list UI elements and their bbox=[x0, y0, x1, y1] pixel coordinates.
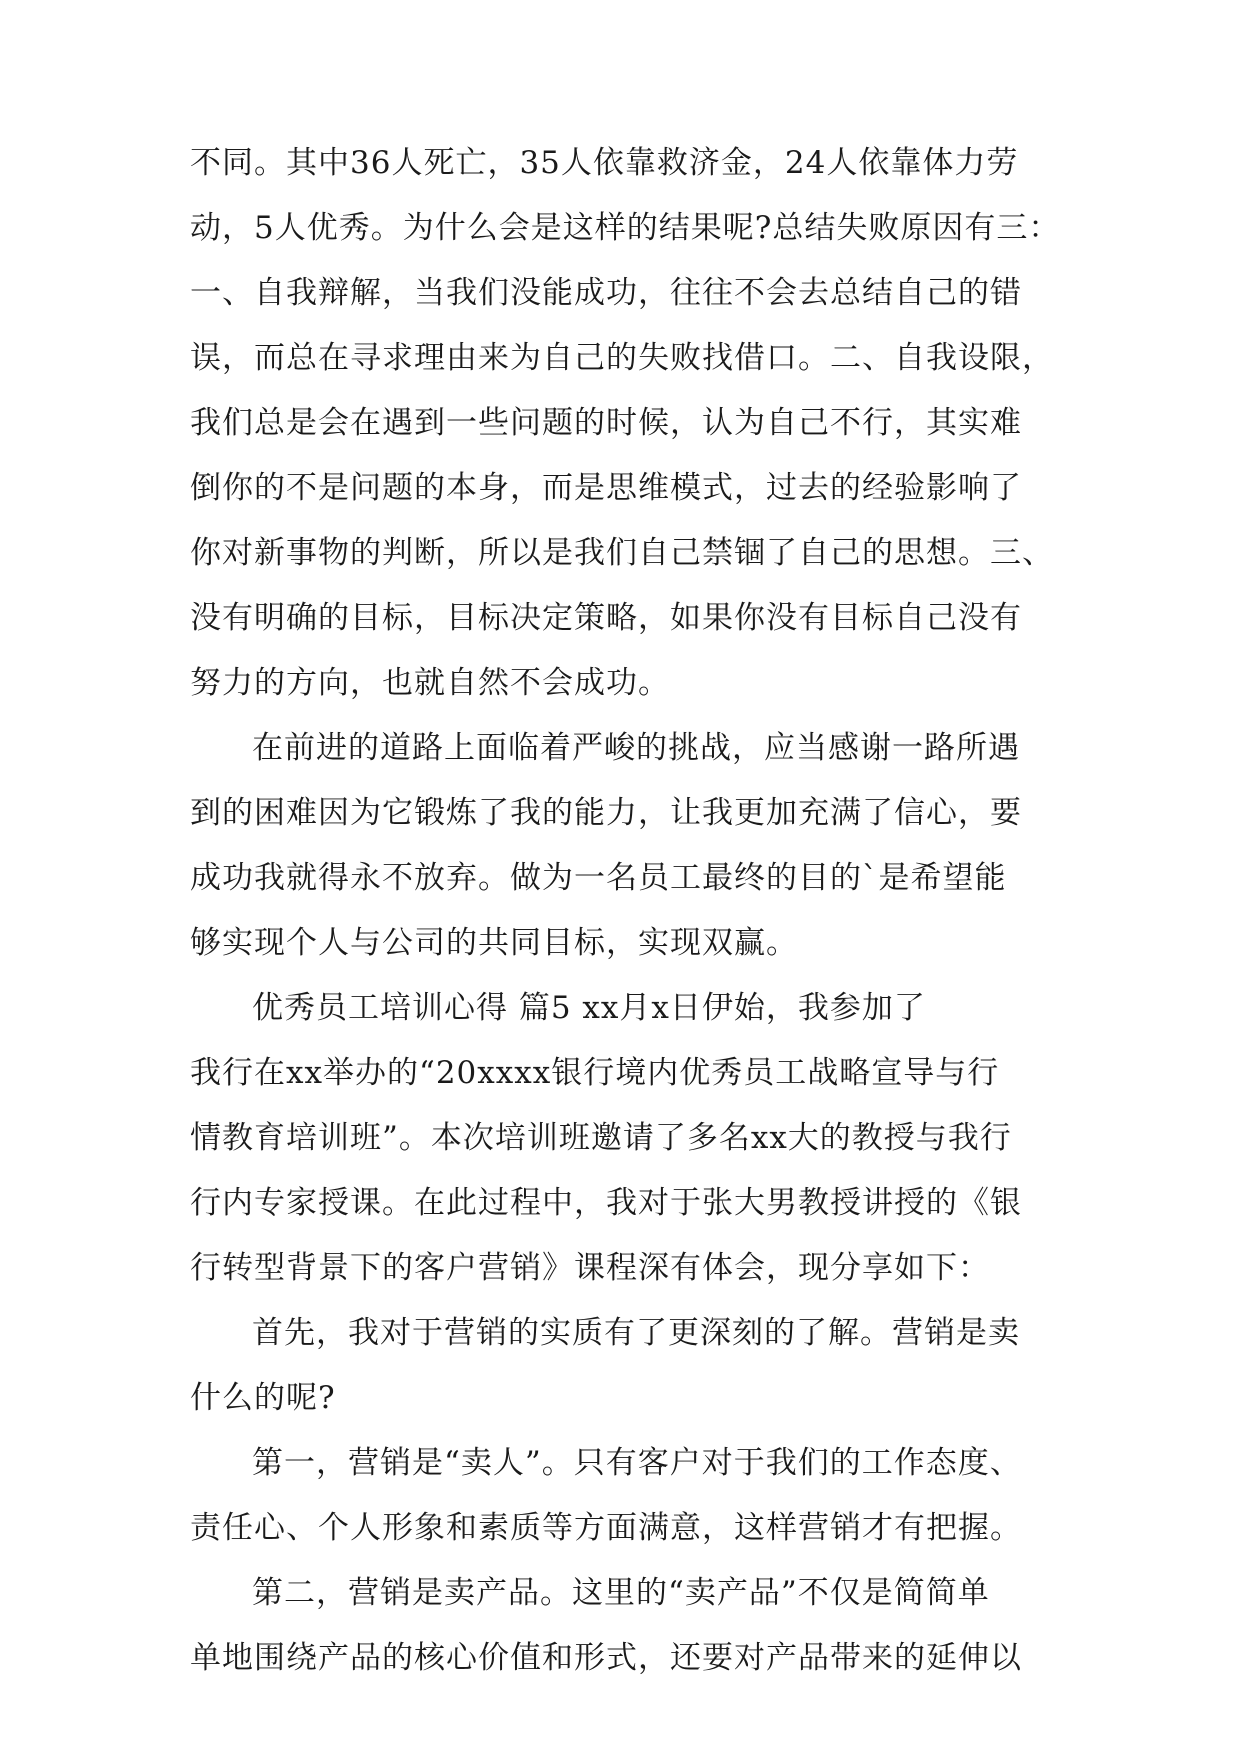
paragraph-first-line: 首先，我对于营销的实质有了更深刻的了解。营销是卖 bbox=[252, 1315, 1020, 1351]
paragraph-first-line: 第二，营销是卖产品。这里的“卖产品”不仅是简简单 bbox=[252, 1575, 990, 1611]
text-line: 什么的呢? bbox=[190, 1380, 336, 1416]
text-line: 一、自我辩解，当我们没能成功，往往不会去总结自己的错 bbox=[190, 275, 1022, 311]
text-line: 成功我就得永不放弃。做为一名员工最终的目的`是希望能 bbox=[190, 860, 1007, 896]
text-line: 不同。其中36人死亡，35人依靠救济金，24人依靠体力劳 bbox=[190, 145, 1019, 181]
text-line: 你对新事物的判断，所以是我们自己禁锢了自己的思想。三、 bbox=[190, 535, 1054, 571]
text-line: 我行在xx举办的“20xxxx银行境内优秀员工战略宣导与行 bbox=[190, 1055, 1000, 1091]
text-line: 够实现个人与公司的共同目标，实现双赢。 bbox=[190, 925, 798, 961]
text-line: 单地围绕产品的核心价值和形式，还要对产品带来的延伸以 bbox=[190, 1640, 1022, 1676]
text-line: 动，5人优秀。为什么会是这样的结果呢?总结失败原因有三： bbox=[190, 210, 1061, 246]
text-line: 到的困难因为它锻炼了我的能力，让我更加充满了信心，要 bbox=[190, 795, 1022, 831]
text-line: 行转型背景下的客户营销》课程深有体会，现分享如下： bbox=[190, 1250, 990, 1286]
paragraph-first-line: 在前进的道路上面临着严峻的挑战，应当感谢一路所遇 bbox=[252, 730, 1020, 766]
text-line: 我们总是会在遇到一些问题的时候，认为自己不行，其实难 bbox=[190, 405, 1022, 441]
text-line: 行内专家授课。在此过程中，我对于张大男教授讲授的《银 bbox=[190, 1185, 1022, 1221]
text-line: 没有明确的目标，目标决定策略，如果你没有目标自己没有 bbox=[190, 600, 1022, 636]
text-line: 努力的方向，也就自然不会成功。 bbox=[190, 665, 670, 701]
text-line: 误，而总在寻求理由来为自己的失败找借口。二、自我设限， bbox=[190, 340, 1054, 376]
text-line: 责任心、个人形象和素质等方面满意，这样营销才有把握。 bbox=[190, 1510, 1022, 1546]
text-line: 倒你的不是问题的本身，而是思维模式，过去的经验影响了 bbox=[190, 470, 1022, 506]
section-heading-line: 优秀员工培训心得 篇5 xx月x日伊始，我参加了 bbox=[252, 990, 926, 1026]
paragraph-first-line: 第一，营销是“卖人”。只有客户对于我们的工作态度、 bbox=[252, 1445, 1022, 1481]
text-line: 情教育培训班”。本次培训班邀请了多名xx大的教授与我行 bbox=[190, 1120, 1012, 1156]
